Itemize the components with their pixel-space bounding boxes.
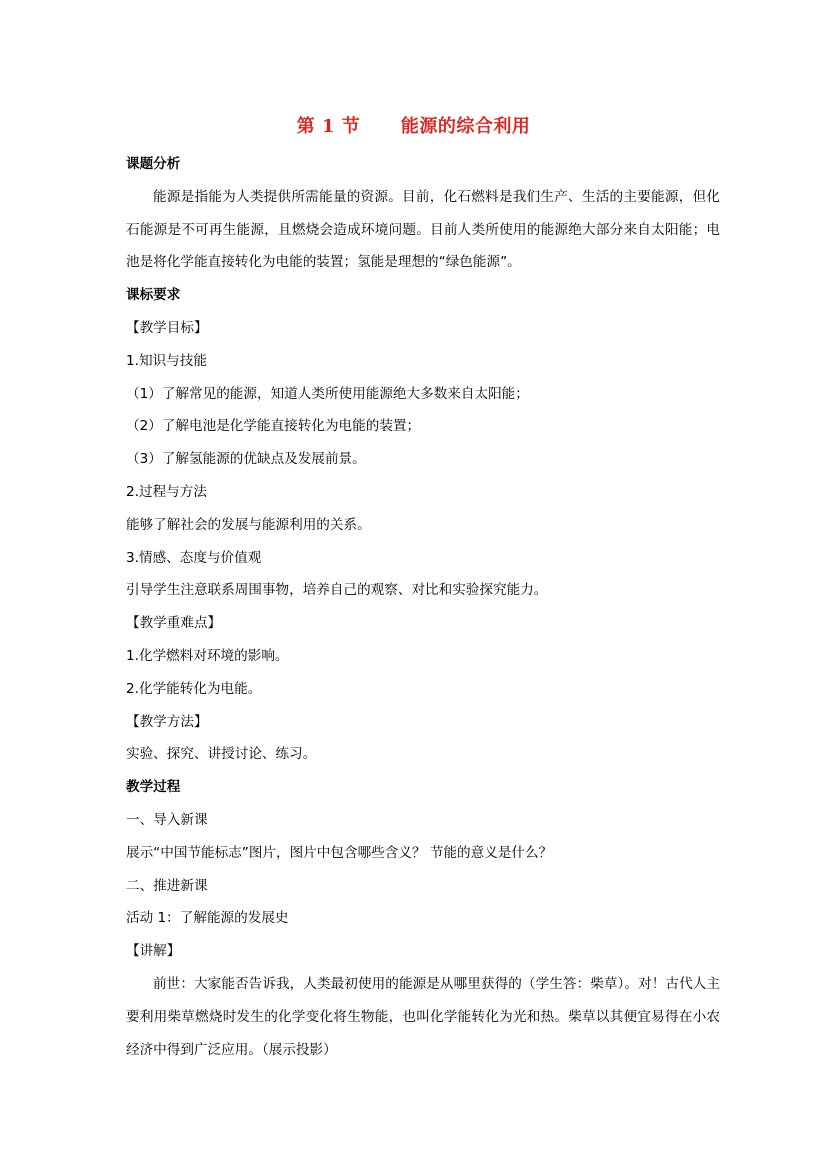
subheading-key-points: 【教学重难点】 xyxy=(126,615,222,632)
goal-2-title: 2.过程与方法 xyxy=(126,483,207,500)
goal-1-item: （3）了解氢能源的优缺点及发展前景。 xyxy=(126,451,366,468)
goal-1-title: 1.知识与技能 xyxy=(126,352,207,369)
key-point-item: 2.化学能转化为电能。 xyxy=(126,680,262,697)
page-title: 第 1 节 能源的综合利用 xyxy=(296,116,531,137)
explain-paragraph: 前世：大家能否告诉我，人类最初使用的能源是从哪里获得的（学生答：柴草）。对！古代人主要利用柴草燃烧时发生的化学变化将生物能，也叫化学能转化为光和热。柴草以其便宜易得在小农经济中得到广泛应用。（展示投影） xyxy=(126,975,720,1058)
process-step-1-text: 展示“中国节能标志”图片，图片中包含哪些含义？ 节能的意义是什么？ xyxy=(126,844,553,861)
method-text: 实验、探究、讲授讨论、练习。 xyxy=(126,746,317,763)
analysis-paragraph: 能源是指能为人类提供所需能量的资源。目前，化石燃料是我们生产、生活的主要能源，但化石能源是不可再生能源，且燃烧会造成环境问题。目前人类所使用的能源绝大部分来自太阳能；电池是将化学能直接转化为电能的装置；氢能是理想的“绿色能源”。 xyxy=(126,188,720,271)
subheading-teaching-method: 【教学方法】 xyxy=(126,713,208,730)
key-point-item: 1.化学燃料对环境的影响。 xyxy=(126,647,289,664)
activity-1-title: 活动 1：了解能源的发展史 xyxy=(126,910,289,927)
goal-3-text: 引导学生注意联系周围事物，培养自己的观察、对比和实验探究能力。 xyxy=(126,582,548,599)
goal-2-text: 能够了解社会的发展与能源利用的关系。 xyxy=(126,516,371,533)
document-body xyxy=(126,148,720,1066)
process-step-1: 一、导入新课 xyxy=(126,811,208,828)
goal-1-item: （2）了解电池是化学能直接转化为电能的装置； xyxy=(126,418,421,435)
goal-1-item: （1）了解常见的能源，知道人类所使用能源绝大多数来自太阳能； xyxy=(126,385,529,402)
subheading-teaching-goals: 【教学目标】 xyxy=(126,319,208,336)
section-heading-analysis: 课题分析 xyxy=(126,156,181,172)
section-heading-standard: 课标要求 xyxy=(126,287,181,304)
process-step-2: 二、推进新课 xyxy=(126,877,208,894)
goal-3-title: 3.情感、态度与价值观 xyxy=(126,549,262,566)
subheading-explain: 【讲解】 xyxy=(126,943,181,960)
section-heading-process: 教学过程 xyxy=(126,779,181,796)
